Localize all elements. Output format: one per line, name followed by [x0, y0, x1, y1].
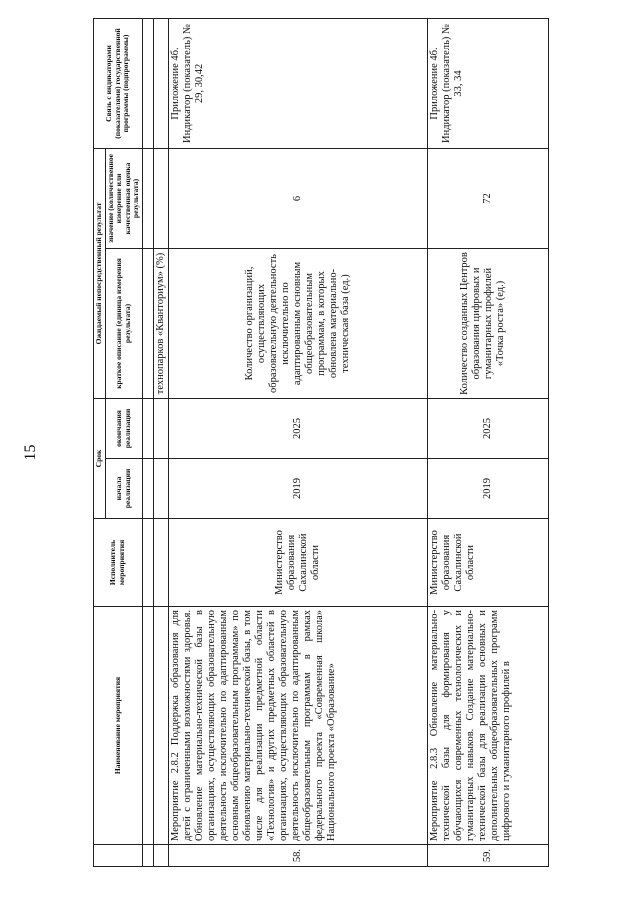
- header-term: Срок: [94, 398, 106, 518]
- header-link: Связь с индикаторами (показателями) государственной программы (подпрограммы): [94, 18, 143, 148]
- measure-executor: Министерство образования Сахалинской области: [427, 519, 548, 607]
- prev-row-desc-tail: технопарков «Кванториум» (%): [153, 248, 168, 398]
- header-num: [94, 845, 143, 867]
- measure-name: Мероприятие 2.8.2 Поддержка образования для детей с ограниченными возможностями здоровья. Обновление материально-технической базы в организациях, осуществляющих образовательную деятельность исключительно по адаптированным основным общеобразовательным программам» по обновлению материально-технической базы, в том числе для реализации предметной области «Технология» и других предметных областей в организациях, осуществляющих образовательную деятельность исключительно по адаптированным общеобразовательным программам в рамках федерального проекта «Современная школа» Национального проекта «Образование»: [168, 607, 427, 845]
- measure-start: 2019: [427, 459, 548, 519]
- row-number: 59.: [427, 845, 548, 867]
- measure-result-desc: Количество организаций, осуществляющих образовательную деятельность исключительно по адаптированным основным общеобразовательным программам, в которых обновлена материально-техническая база (ед.): [168, 248, 427, 398]
- header-expected: Ожидаемый непосредственный результат: [94, 148, 106, 398]
- measure-end: 2025: [427, 398, 548, 458]
- header-index-row: [142, 18, 153, 866]
- table-row: [427, 18, 548, 866]
- measure-start: 2019: [168, 459, 427, 519]
- measures-table: [93, 18, 549, 867]
- measure-executor: Министерство образования Сахалинской области: [168, 519, 427, 607]
- header-end: окончания реализации: [105, 398, 142, 458]
- header-start: начала реализации: [105, 459, 142, 519]
- measure-name: Мероприятие 2.8.3 Обновление материально-технической базы для формирования у обучающихся современных технологических и гуманитарных навыков. Создание материально-технической базы для реализации основных и дополнительных общеобразовательных программ цифрового и гуманитарного профилей в: [427, 607, 548, 845]
- header-short-desc: краткое описание (единица измерения результата): [105, 248, 142, 398]
- measure-result-value: 6: [168, 148, 427, 248]
- header-value: значение (количественное измерение или качественная оценка результата): [105, 148, 142, 248]
- table-row-continued: [153, 18, 168, 866]
- measure-end: 2025: [168, 398, 427, 458]
- measure-result-desc: [427, 248, 548, 398]
- row-number: 58.: [168, 845, 427, 867]
- measure-result-desc-text: Количество созданных Центров образования цифровых и гуманитарных профилей «Точка роста» (ед.): [458, 252, 506, 395]
- header-name: Наименование мероприятия: [94, 607, 143, 845]
- header-row-1: [94, 18, 106, 866]
- measure-indicator-link: Приложение 4б. Индикатор (показатель) № 29, 30,42: [168, 18, 427, 148]
- measure-indicator-link: Приложение 4б. Индикатор (показатель) № 33, 34: [427, 18, 548, 148]
- measure-result-value: 72: [427, 148, 548, 248]
- table-row: [168, 18, 427, 866]
- header-executor: Исполнитель мероприятия: [94, 519, 143, 607]
- page-number: 15: [22, 444, 39, 461]
